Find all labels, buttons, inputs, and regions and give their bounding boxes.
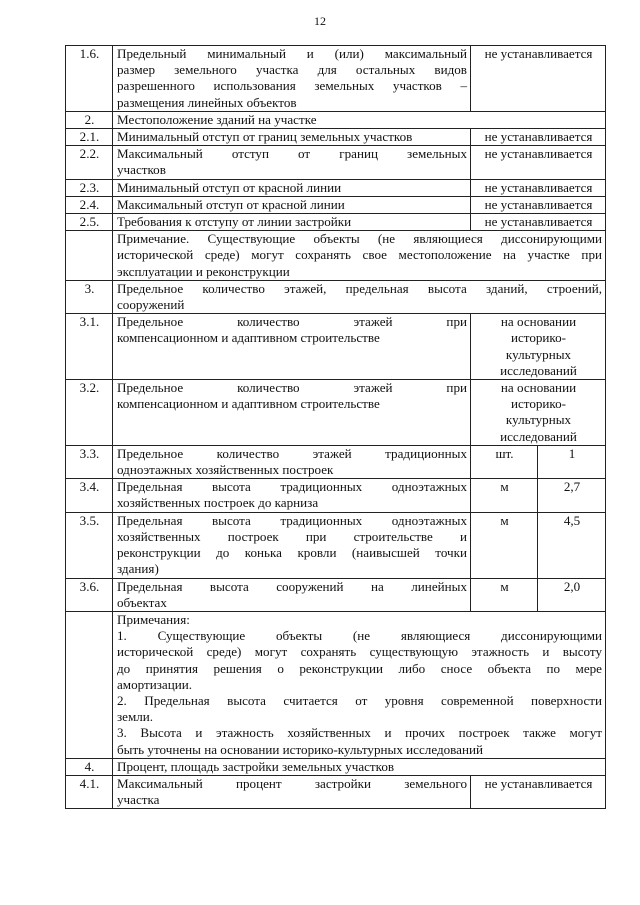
table-row bbox=[66, 512, 606, 578]
table-row bbox=[66, 231, 606, 281]
row-number: 2.2. bbox=[66, 146, 113, 179]
table-row bbox=[66, 111, 606, 128]
table-row bbox=[66, 445, 606, 478]
row-description: Максимальный отступ от красной линии bbox=[113, 196, 471, 213]
table-row bbox=[66, 214, 606, 231]
row-value: не устанавливается bbox=[471, 129, 606, 146]
row-number: 4.1. bbox=[66, 775, 113, 808]
section-heading: Местоположение зданий на участке bbox=[113, 111, 606, 128]
table-row bbox=[66, 758, 606, 775]
table-row bbox=[66, 380, 606, 446]
row-value: не устанавливается bbox=[471, 46, 606, 112]
row-number: 3.4. bbox=[66, 479, 113, 512]
row-number: 3.3. bbox=[66, 445, 113, 478]
table-row bbox=[66, 611, 606, 758]
row-unit: м bbox=[471, 512, 538, 578]
row-description: Предельное количество этажей при компенсационном и адаптивном строительстве bbox=[113, 314, 471, 380]
row-number: 3.5. bbox=[66, 512, 113, 578]
row-description: Максимальный процент застройки земельного участка bbox=[113, 775, 471, 808]
row-number: 4. bbox=[66, 758, 113, 775]
row-value: не устанавливается bbox=[471, 179, 606, 196]
row-description: Минимальный отступ от красной линии bbox=[113, 179, 471, 196]
row-value: не устанавливается bbox=[471, 214, 606, 231]
row-amount: 2,7 bbox=[538, 479, 606, 512]
row-unit: шт. bbox=[471, 445, 538, 478]
row-number: 1.6. bbox=[66, 46, 113, 112]
row-description: Предельное количество этажей традиционных одноэтажных хозяйственных построек bbox=[113, 445, 471, 478]
table-row bbox=[66, 146, 606, 179]
row-description: Предельный минимальный и (или) максимальный размер земельного участка для остальных видов разрешенного использования земельных участков – размещения линейных объектов bbox=[113, 46, 471, 112]
table-row bbox=[66, 314, 606, 380]
row-unit: м bbox=[471, 479, 538, 512]
row-number: 2.3. bbox=[66, 179, 113, 196]
table-row bbox=[66, 179, 606, 196]
table-row bbox=[66, 46, 606, 112]
row-number: 2.4. bbox=[66, 196, 113, 213]
note-block: Примечание. Существующие объекты (не являющиеся диссонирующими исторической среде) могут сохранять свое местоположение на участке при эксплуатации и реконструкции bbox=[113, 231, 606, 281]
row-value: не устанавливается bbox=[471, 775, 606, 808]
table-row bbox=[66, 578, 606, 611]
table-row bbox=[66, 479, 606, 512]
row-number: 3.6. bbox=[66, 578, 113, 611]
page-number: 12 bbox=[314, 14, 326, 28]
row-description: Предельная высота сооружений на линейных объектах bbox=[113, 578, 471, 611]
row-description: Предельное количество этажей при компенсационном и адаптивном строительстве bbox=[113, 380, 471, 446]
row-unit: м bbox=[471, 578, 538, 611]
row-number: 2.1. bbox=[66, 129, 113, 146]
row-number: 2.5. bbox=[66, 214, 113, 231]
row-amount: 1 bbox=[538, 445, 606, 478]
table-row bbox=[66, 196, 606, 213]
note-block: Примечания: 1. Существующие объекты (не являющиеся диссонирующими исторической среде) могут сохранять существующую этажность и высоту до принятия решения о реконструкции либо сносе объекта по мере амортизации. 2. Предельная высота считается от уровня современной поверхности земли. 3. Высота и этажность хозяйственных и прочих построек также могут быть уточнены на основании историко-культурных исследований bbox=[113, 611, 606, 758]
row-number: 3.2. bbox=[66, 380, 113, 446]
row-number: 3.1. bbox=[66, 314, 113, 380]
row-amount: 2,0 bbox=[538, 578, 606, 611]
table-row bbox=[66, 775, 606, 808]
row-number: 2. bbox=[66, 111, 113, 128]
row-value: не устанавливается bbox=[471, 146, 606, 179]
row-value: не устанавливается bbox=[471, 196, 606, 213]
row-description: Максимальный отступ от границ земельных участков bbox=[113, 146, 471, 179]
row-number: 3. bbox=[66, 280, 113, 313]
section-heading: Предельное количество этажей, предельная высота зданий, строений, сооружений bbox=[113, 280, 606, 313]
row-value: на основании историко- культурных исследований bbox=[471, 380, 606, 446]
row-description: Требования к отступу от линии застройки bbox=[113, 214, 471, 231]
row-value: на основании историко- культурных исследований bbox=[471, 314, 606, 380]
row-amount: 4,5 bbox=[538, 512, 606, 578]
row-description: Минимальный отступ от границ земельных участков bbox=[113, 129, 471, 146]
table-row bbox=[66, 280, 606, 313]
row-description: Предельная высота традиционных одноэтажных хозяйственных построек при строительстве и реконструкции до конька кровли (наивысшей точки здания) bbox=[113, 512, 471, 578]
regulations-table bbox=[65, 45, 606, 809]
table-row bbox=[66, 129, 606, 146]
row-description: Предельная высота традиционных одноэтажных хозяйственных построек до карниза bbox=[113, 479, 471, 512]
section-heading: Процент, площадь застройки земельных участков bbox=[113, 758, 606, 775]
